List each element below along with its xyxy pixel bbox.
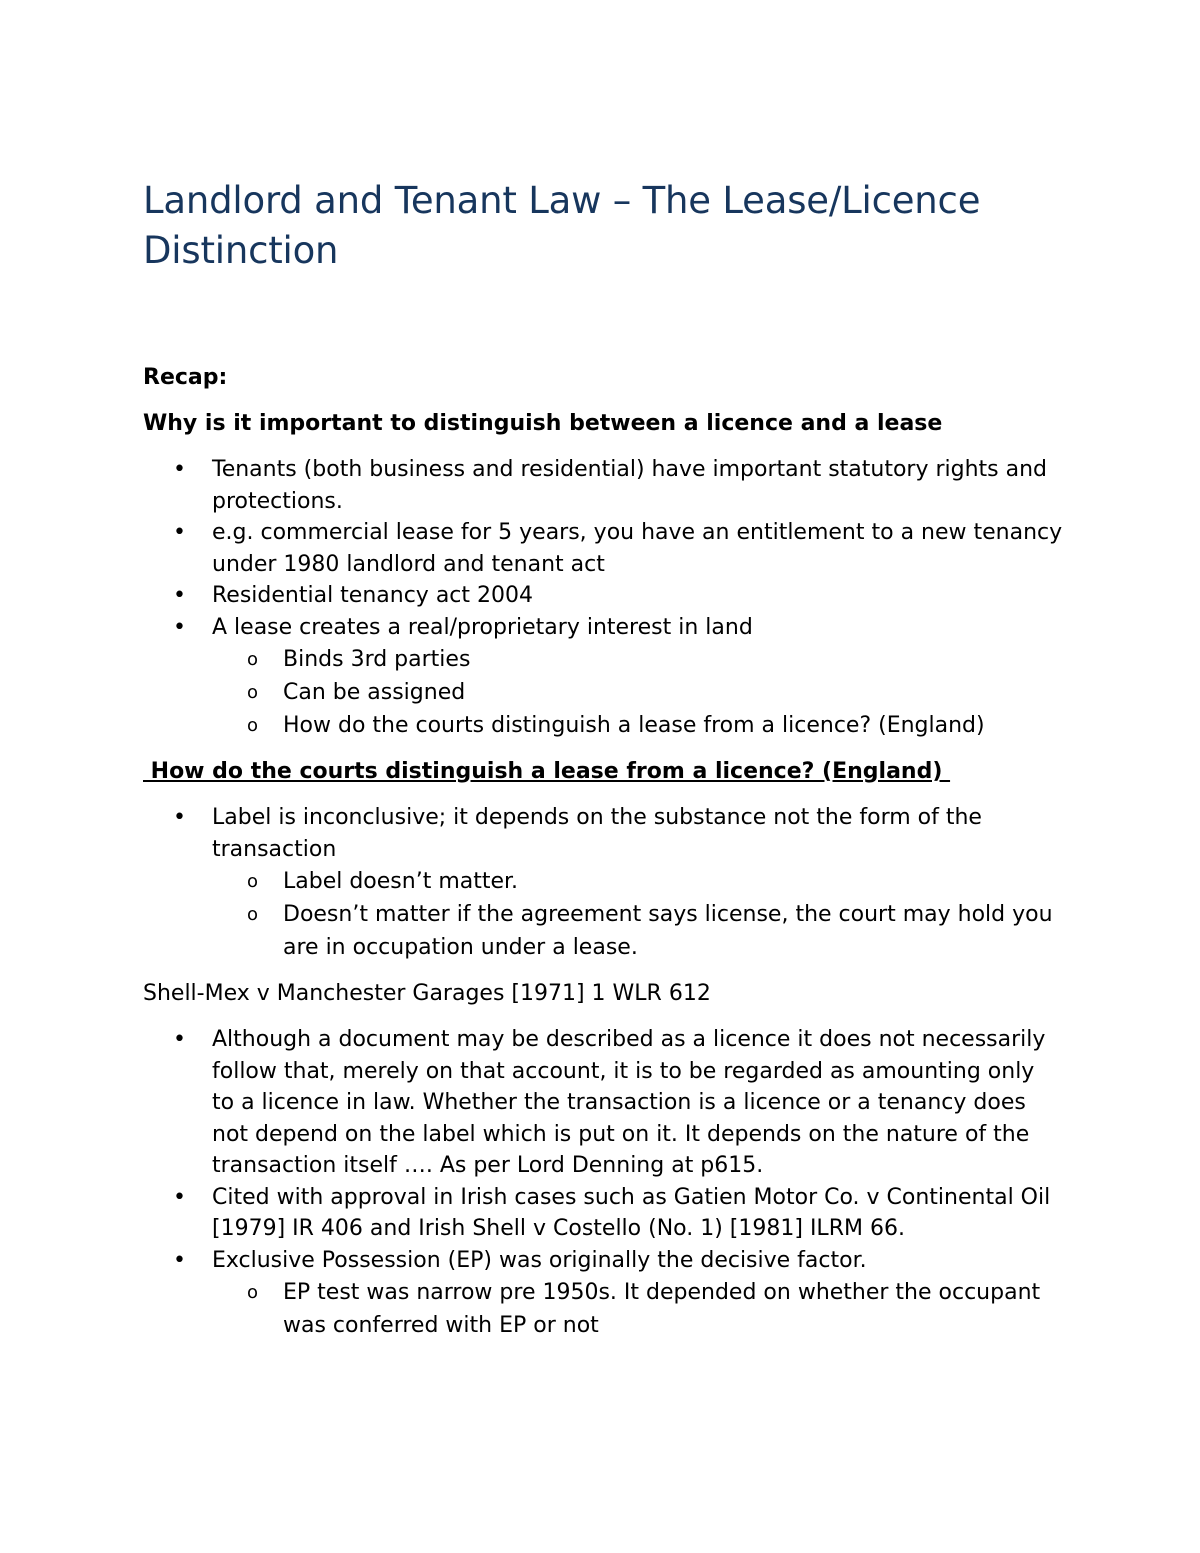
list-item [143,1024,1063,1182]
bullet-icon: • [173,1184,186,1210]
list-item-text: Cited with approval in Irish cases such as Gatien Motor Co. v Continental Oil [1979] IR 406 and Irish Shell v Costello (No. 1) [1981] ILRM 66. [212,1184,1051,1241]
circle-bullet-icon: o [247,649,259,670]
bullet-list-case [143,1024,1063,1342]
recap-label: Recap: [143,365,228,390]
sub-list-item [143,898,1063,964]
sub-list-item-text: How do the courts distinguish a lease from a licence? (England) [283,713,985,738]
bullet-list-importance [143,454,1063,742]
document-page [143,176,1063,1342]
sub-bullet-list [212,1276,1063,1342]
circle-bullet-icon: o [247,904,259,925]
sub-list-item-text: Doesn’t matter if the agreement says license, the court may hold you are in occupation under a lease. [283,902,1053,960]
sub-list-item-text: EP test was narrow pre 1950s. It depended on whether the occupant was conferred with EP or not [283,1280,1041,1338]
circle-bullet-icon: o [247,715,259,736]
sub-list-item [143,1276,1063,1342]
circle-bullet-icon: o [247,1282,259,1303]
list-item [143,1245,1063,1343]
list-item [143,517,1063,580]
list-item-text: Although a document may be described as a licence it does not necessarily follow that, merely on that account, it is to be regarded as amounting only to a licence in law. Whether the transaction is a licence or a tenancy does not depend on the label which is put on it. It depends on the nature of the transaction itself …. As per Lord Denning at p615. [212,1027,1046,1178]
sub-list-item-text: Binds 3rd parties [283,647,471,672]
sub-bullet-list [212,643,1063,742]
list-item [143,802,1063,964]
list-item-text: Residential tenancy act 2004 [212,583,533,608]
circle-bullet-icon: o [247,682,259,703]
list-item [143,580,1063,612]
list-item-text: Exclusive Possession (EP) was originally the decisive factor. [212,1247,867,1273]
bullet-icon: • [173,1027,186,1052]
sub-list-item [143,865,1063,898]
list-item [143,454,1063,517]
list-item [143,1182,1063,1245]
bullet-icon: • [173,583,186,608]
bullet-icon: • [173,614,186,640]
sub-list-item [143,676,1063,709]
list-item-text: Label is inconclusive; it depends on the substance not the form of the transaction [212,805,982,862]
sub-list-item [143,709,1063,742]
section-heading-distinguish: How do the courts distinguish a lease from a licence? (England) [143,759,951,784]
list-item-text: e.g. commercial lease for 5 years, you have an entitlement to a new tenancy under 1980 landlord and tenant act [212,520,1063,577]
sub-bullet-list [212,865,1063,964]
bullet-icon: • [173,805,186,830]
bullet-icon: • [173,1247,186,1273]
bullet-icon: • [173,457,186,482]
section-heading-importance: Why is it important to distinguish between a licence and a lease [143,411,943,436]
list-item-text: Tenants (both business and residential) have important statutory rights and protections. [212,457,1048,514]
case-citation: Shell-Mex v Manchester Garages [1971] 1 WLR 612 [143,981,711,1006]
circle-bullet-icon: o [247,871,259,892]
sub-list-item [143,643,1063,676]
bullet-icon: • [173,520,186,545]
bullet-list-distinguish [143,802,1063,964]
sub-list-item-text: Can be assigned [283,680,466,705]
sub-list-item-text: Label doesn’t matter. [283,869,519,894]
list-item [143,612,1063,743]
document-title: Landlord and Tenant Law – The Lease/Licence Distinction [143,179,981,272]
list-item-text: A lease creates a real/proprietary interest in land [212,614,753,640]
